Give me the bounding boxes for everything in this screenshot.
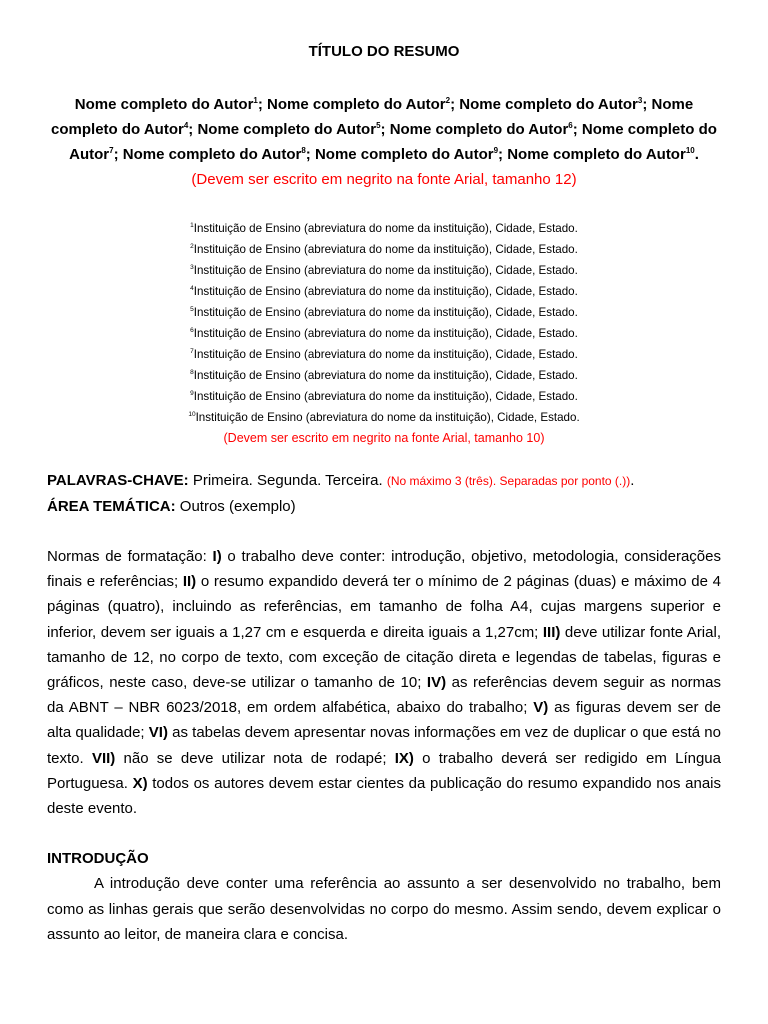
author-name: Nome completo do Autor (389, 121, 569, 138)
author-index: 3 (637, 96, 643, 105)
author-name: Nome completo do Autor (507, 146, 686, 163)
institution-line: $^5$Instituição de Ensino (abreviatura do nome da instituição), Cidade, Estado. (190, 306, 578, 319)
institution-line: $^3$Instituição de Ensino (abreviatura do nome da instituição), Cidade, Estado. (190, 264, 578, 277)
author-index: 7 (109, 146, 114, 155)
author-index: 9 (493, 146, 499, 155)
keywords-line: PALAVRAS-CHAVE: Primeira. Segunda. Terceira. (No máximo 3 (três). Separadas por ponto (.)). (47, 472, 635, 489)
author-name: Nome completo do Autor (74, 96, 254, 113)
author-index: 8 (301, 146, 306, 155)
introduction-paragraph: A introdução deve conter uma referência ao assunto a ser desenvolvido no trabalho, bem como as linhas gerais que serão desenvolvidas no corpo do mesmo. Assim sendo, devem explicar o assunto ao leitor, de maneira clara e concisa. (47, 875, 721, 944)
author-name: Nome completo do Autor (459, 96, 638, 113)
formatting-rules-paragraph: Normas de formatação: I) o trabalho deve conter: introdução, objetivo, metodologia, considerações finais e referências; II) o resumo expandido deverá ter o mínimo de 2 páginas (duas) e máximo de 4 páginas (quatro), incluindo as referências, em tamanho de folha A4, cujas margens superior e inferior, devem ser iguais a 1,27 cm e esquerda e direita iguais a 1,27cm; III) deve utilizar fonte Arial, tamanho de 12, no corpo de texto, com exceção de citação direta e legendas de tabelas, figuras e gráficos, neste caso, deve-se utilizar o tamanho de 10; IV) as referências devem seguir as normas da ABNT – NBR 6023/2018, em ordem alfabética, abaixo do trabalho; V) as figuras devem ser de alta qualidade; VI) as tabelas devem apresentar novas informações em vez de duplicar o que está no texto. VII) não se deve utilizar nota de rodapé; IX) o trabalho deverá ser redigido em Língua Portuguesa. X) todos os autores devem estar cientes da publicação do resumo expandido nos anais deste evento. (47, 548, 722, 818)
keywords-label: PALAVRAS-CHAVE: (47, 472, 189, 489)
author-name: Nome completo do Autor (197, 121, 377, 138)
institution-format-note: (Devem ser escrito em negrito na fonte Arial, tamanho 10) (223, 431, 545, 445)
institution-line: $^6$Instituição de Ensino (abreviatura do nome da instituição), Cidade, Estado. (190, 327, 578, 340)
author-index: 5 (376, 121, 381, 130)
author-index: 10 (685, 146, 695, 155)
keywords-block (47, 468, 721, 519)
author-index: 4 (183, 121, 189, 130)
institution-line: $^7$Instituição de Ensino (abreviatura do nome da instituição), Cidade, Estado. (190, 348, 578, 361)
institution-line: $^1$Instituição de Ensino (abreviatura do nome da instituição), Cidade, Estado. (190, 222, 578, 235)
document-title: TÍTULO DO RESUMO (308, 43, 460, 60)
institution-line: $^{10}$Instituição de Ensino (abreviatura do nome da instituição), Cidade, Estado. (188, 411, 580, 424)
institution-list (47, 218, 721, 449)
author-index: 1 (253, 96, 258, 105)
author-list: Nome completo do Autor$^1$; Nome completo do Autor$^2$; Nome completo do Autor$^3$; Nome completo do Autor$^4$; Nome completo do Autor$^5$; Nome completo do Autor$^6$; Nome completo do Autor$^7$; Nome completo do Autor$^8$; Nome completo do Autor$^9$; Nome completo do Autor$^{10}$. (Devem ser escrito em negrito na fonte Arial, tamanho 12) (51, 96, 717, 188)
institution-line: $^4$Instituição de Ensino (abreviatura do nome da instituição), Cidade, Estado. (190, 285, 578, 298)
keywords-value: Primeira. Segunda. Terceira. (188, 472, 387, 489)
author-name: Nome completo do Autor (51, 96, 694, 138)
introduction-heading: INTRODUÇÃO (47, 850, 149, 868)
institution-line: $^9$Instituição de Ensino (abreviatura do nome da instituição), Cidade, Estado. (190, 390, 578, 403)
author-name: Nome completo do Autor (267, 96, 446, 113)
author-index: 2 (445, 96, 451, 105)
author-format-note: (Devem ser escrito em negrito na fonte Arial, tamanho 12) (191, 171, 577, 188)
author-name: Nome completo do Autor (69, 121, 717, 163)
author-name: Nome completo do Autor (122, 146, 302, 163)
theme-line (47, 494, 721, 519)
author-index: 6 (568, 121, 573, 130)
theme-value: Outros (exemplo) (175, 498, 296, 515)
author-name: Nome completo do Autor (314, 146, 494, 163)
institution-line: $^2$Instituição de Ensino (abreviatura do nome da instituição), Cidade, Estado. (190, 243, 578, 256)
theme-label: ÁREA TEMÁTICA: (47, 498, 176, 515)
institution-line: $^8$Instituição de Ensino (abreviatura do nome da instituição), Cidade, Estado. (190, 369, 578, 382)
keywords-note: (No máximo 3 (três). Separadas por ponto (.)) (386, 474, 631, 488)
